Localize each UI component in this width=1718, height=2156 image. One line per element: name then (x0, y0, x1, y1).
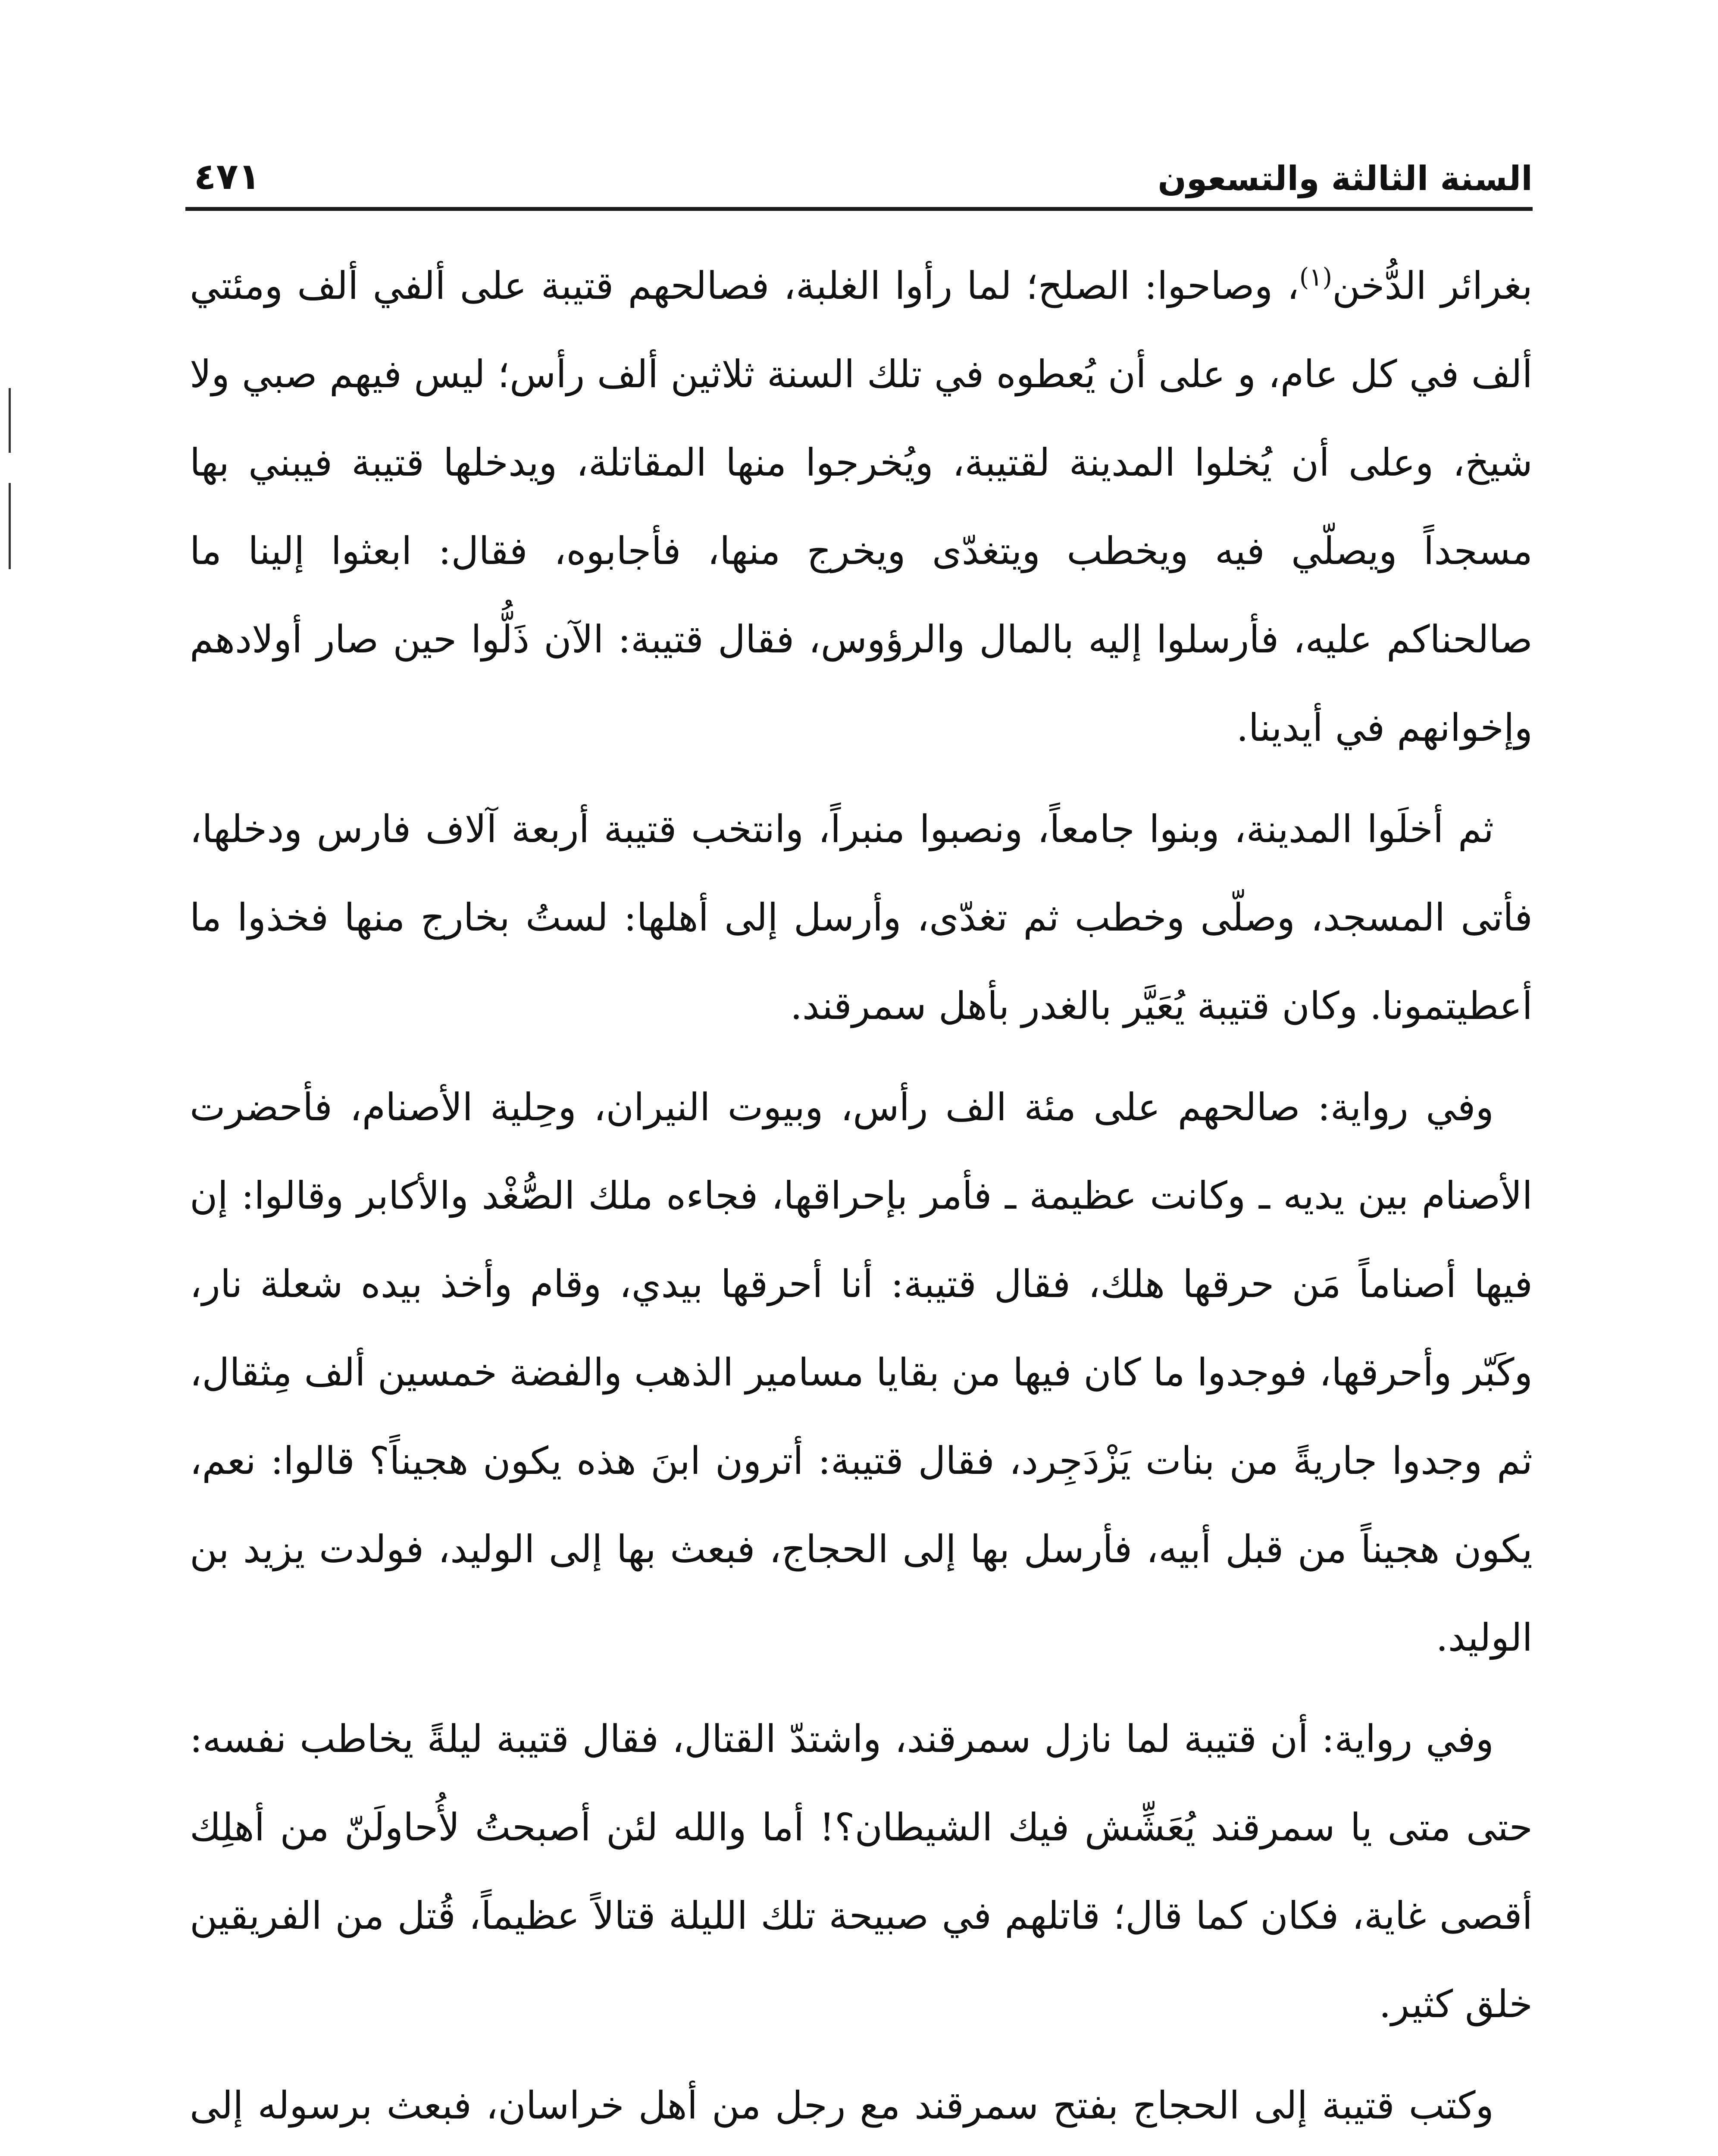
scan-margin-mark (9, 483, 11, 569)
running-title: السنة الثالثة والتسعون (1158, 160, 1533, 198)
header-rule (185, 207, 1533, 211)
paragraph: وكتب قتيبة إلى الحجاج بفتح سمرقند مع رجل من أهل خراسان، فبعث برسوله إلى (190, 2083, 1494, 2128)
paragraph: وفي رواية: أن قتيبة لما نازل سمرقند، واشتدّ القتال، فقال قتيبة ليلةً يخاطب نفسه: حتى متى يا سمرقند يُعَشِّش فيك الشيطان؟! أما والله لئن أصبحتُ لأُحاولَنّ من أهلِك أقصى غاية، فكان كما قال؛ قاتلهم في صبيحة تلك الليلة قتالاً عظيماً، قُتل من الفريقين خلق كثير. (190, 1717, 1533, 2026)
main-text (190, 241, 1533, 2156)
footnote-marker: (١) (1299, 262, 1333, 292)
page-number: ٤٧١ (194, 155, 260, 197)
paragraph-text: بغرائر الدُّخن (1332, 263, 1533, 308)
paragraph-text: ، وصاحوا: الصلح؛ لما رأوا الغلبة، فصالحهم قتيبة على ألفي ألف ومئتي ألف في كل عام، و على أن يُعطوه في تلك السنة ثلاثين ألف رأس؛ ليس فيهم صبي ولا شيخ، وعلى أن يُخلوا المدينة لقتيبة، ويُخرجوا منها المقاتلة، ويدخلها قتيبة فيبني بها مسجداً ويصلّي فيه ويخطب ويتغدّى ويخرج منها، فأجابوه، فقال: ابعثوا إلينا ما صالحناكم عليه، فأرسلوا إليه بالمال والرؤوس، فقال قتيبة: الآن ذَلُّوا حين صار أولادهم وإخوانهم في أيدينا. (190, 263, 1533, 750)
paragraph: وفي رواية: صالحهم على مئة الف رأس، وبيوت النيران، وحِلية الأصنام، فأحضرت الأصنام بين يديه ـ وكانت عظيمة ـ فأمر بإحراقها، فجاءه ملك الصُّغْد والأكابر وقالوا: إن فيها أصناماً مَن حرقها هلك، فقال قتيبة: أنا أحرقها بيدي، وقام وأخذ بيده شعلة نار، وكَبّر وأحرقها، فوجدوا ما كان فيها من بقايا مسامير الذهب والفضة خمسين ألف مِثقال، ثم وجدوا جاريةً من بنات يَزْدَجِرد، فقال قتيبة: أترون ابنَ هذه يكون هجيناً؟ قالوا: نعم، يكون هجيناً من قبل أبيه، فأرسل بها إلى الحجاج، فبعث بها إلى الوليد، فولدت يزيد بن الوليد. (190, 1085, 1533, 1660)
paragraph (190, 241, 1533, 772)
page-header (185, 142, 1533, 207)
paragraph: ثم أخلَوا المدينة، وبنوا جامعاً، ونصبوا منبراً، وانتخب قتيبة أربعة آلاف فارس ودخلها، فأتى المسجد، وصلّى وخطب ثم تغدّى، وأرسل إلى أهلها: لستُ بخارج منها فخذوا ما أعطيتمونا. وكان قتيبة يُعَيَّر بالغدر بأهل سمرقند. (190, 807, 1533, 1028)
scan-margin-mark (9, 388, 11, 453)
